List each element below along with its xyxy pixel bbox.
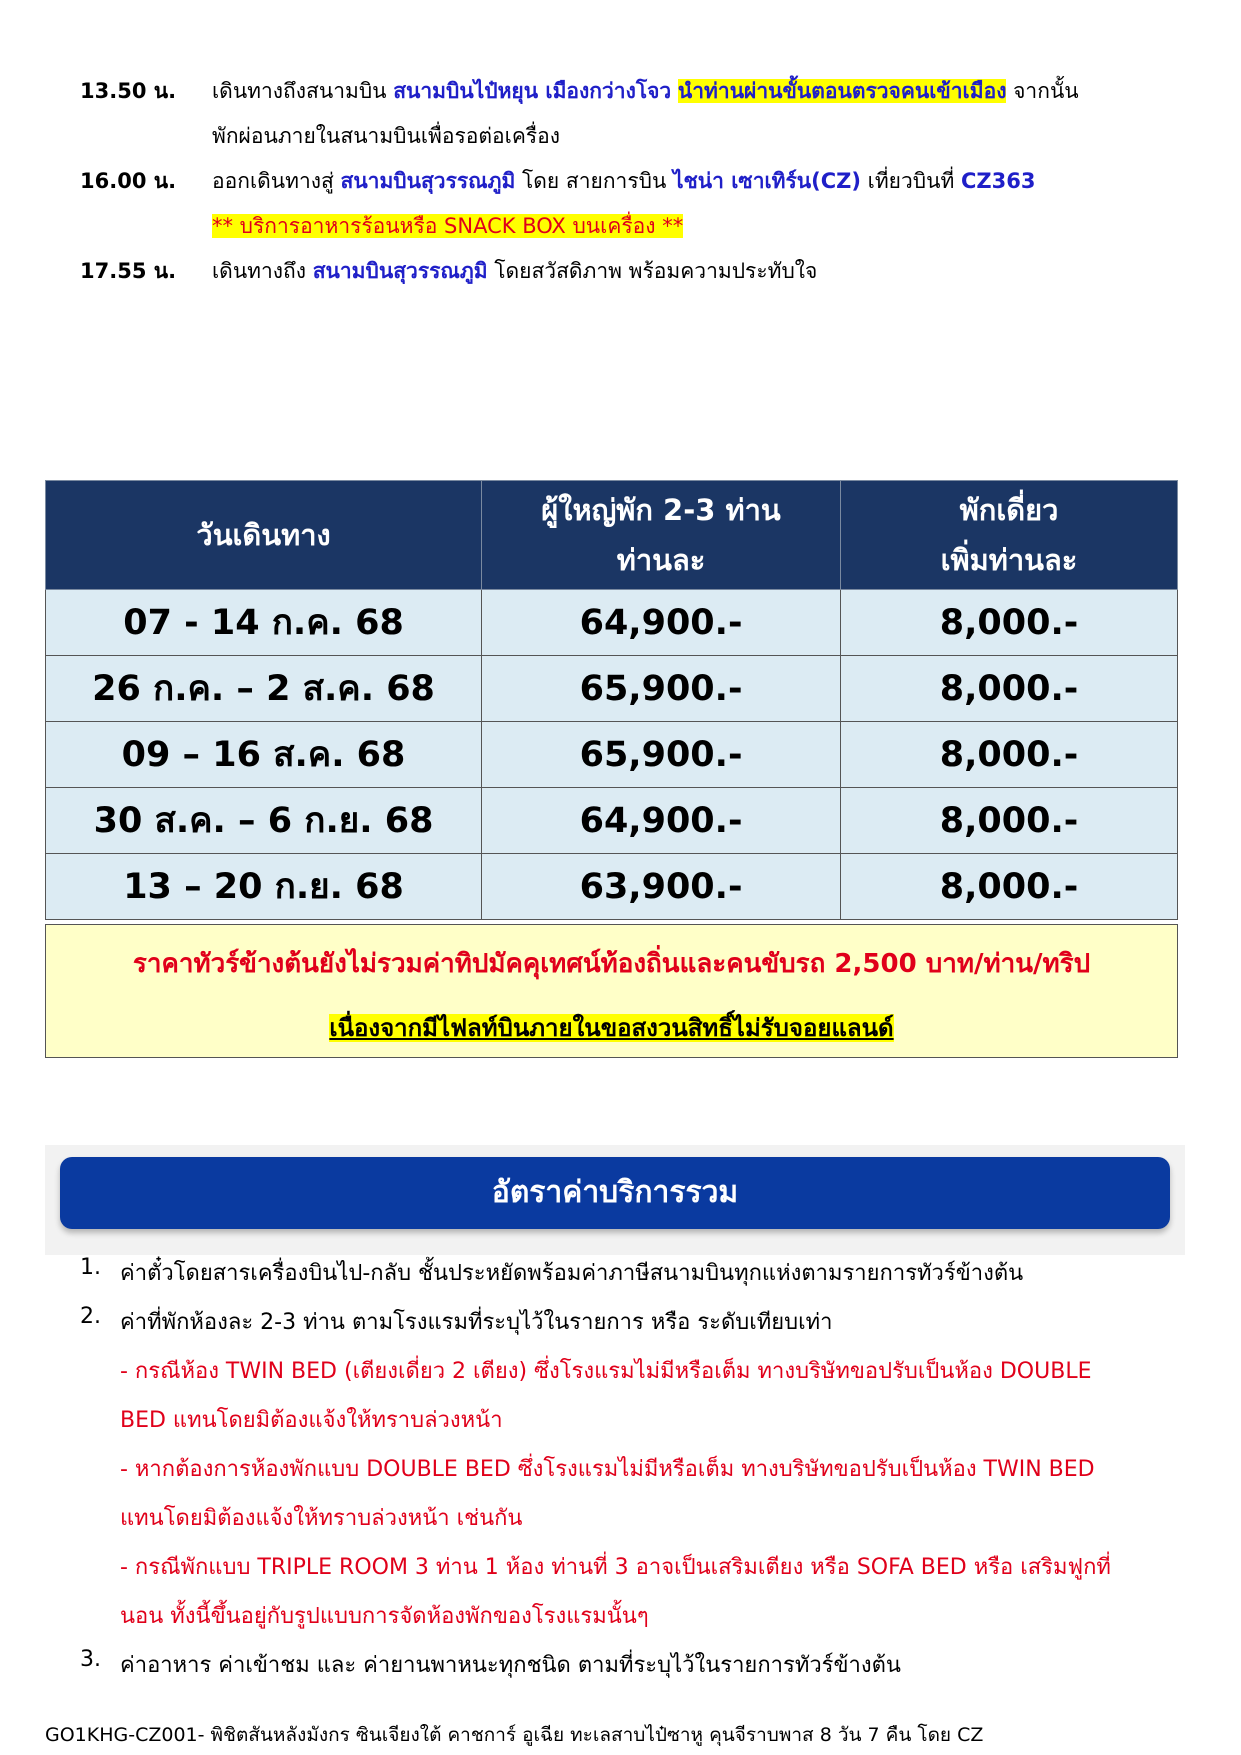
adult-price-cell: 64,900.-: [482, 788, 841, 854]
list-item-text: ค่าตั๋วโดยสารเครื่องบินไป-กลับ ชั้นประหยัดพร้อมค่าภาษีสนามบินทุกแห่งตามรายการทัวร์ข้างต้น: [120, 1261, 1024, 1286]
adult-price-cell: 65,900.-: [482, 656, 841, 722]
travel-date-cell: 30 ส.ค. – 6 ก.ย. 68: [46, 788, 482, 854]
price-note-box: [45, 924, 1178, 1058]
itinerary-text-span: เที่ยวบินที่: [860, 169, 961, 193]
single-supplement-cell: 8,000.-: [841, 590, 1178, 656]
header-text: พักเดี่ยว: [959, 493, 1059, 527]
list-item-text: ค่าอาหาร ค่าเข้าชม และ ค่ายานพาหนะทุกชนิด ตามที่ระบุไว้ในรายการทัวร์ข้างต้น: [120, 1653, 901, 1678]
list-item-text: - หากต้องการห้องพักแบบ DOUBLE BED ซึ่งโรงแรมไม่มีหรือเต็ม ทางบริษัทขอปรับเป็นห้อง TWIN BED: [120, 1457, 1095, 1482]
itinerary-text-span: สนามบินไป๋หยุน เมืองกว่างโจว: [393, 79, 672, 103]
itinerary-text-span: ไชน่า เซาเทิร์น(CZ): [672, 169, 861, 193]
table-row: [46, 854, 1178, 920]
price-note-tip: ราคาทัวร์ข้างต้นยังไม่รวมค่าทิปมัคคุเทศน์ท้องถิ่นและคนขับรถ 2,500 บาท/ท่าน/ทริป: [132, 949, 1091, 979]
list-item-number: 2.: [80, 1304, 101, 1329]
adult-price-cell: 65,900.-: [482, 722, 841, 788]
price-table: [45, 480, 1178, 920]
itinerary-line: [212, 255, 817, 288]
list-item-number: 1.: [80, 1255, 101, 1280]
price-note-joinland: เนื่องจากมีไฟลท์บินภายในขอสงวนสิทธิ์ไม่รับจอยแลนด์: [329, 1014, 894, 1042]
single-supplement-cell: 8,000.-: [841, 722, 1178, 788]
itinerary-time: 17.55 น.: [80, 259, 177, 283]
itinerary-text-span: ** บริการอาหารร้อนหรือ SNACK BOX บนเครื่อง **: [212, 214, 684, 238]
single-supplement-cell: 8,000.-: [841, 788, 1178, 854]
itinerary-text-span: CZ363: [960, 169, 1036, 193]
header-text: เพิ่มท่านละ: [940, 543, 1078, 577]
list-item-text: - กรณีพักแบบ TRIPLE ROOM 3 ท่าน 1 ห้อง ท่านที่ 3 อาจเป็นเสริมเตียง หรือ SOFA BED หรือ เสริมฟูกที่: [120, 1555, 1111, 1580]
itinerary-text-span: เดินทางถึง: [212, 259, 313, 283]
itinerary-text-span: [671, 79, 678, 103]
adult-price-cell: 64,900.-: [482, 590, 841, 656]
single-supplement-cell: 8,000.-: [841, 854, 1178, 920]
table-row: [46, 656, 1178, 722]
table-row: [46, 722, 1178, 788]
travel-date-cell: 07 - 14 ก.ค. 68: [46, 590, 482, 656]
table-row: [46, 788, 1178, 854]
travel-date-cell: 09 – 16 ส.ค. 68: [46, 722, 482, 788]
list-item-text: ค่าที่พักห้องละ 2-3 ท่าน ตามโรงแรมที่ระบุไว้ในรายการ หรือ ระดับเทียบเท่า: [120, 1310, 833, 1335]
itinerary-time: 16.00 น.: [80, 169, 177, 193]
header-text: วันเดินทาง: [196, 518, 331, 552]
list-item-text: แทนโดยมิต้องแจ้งให้ทราบล่วงหน้า เช่นกัน: [120, 1506, 523, 1531]
header-single-supplement: [841, 481, 1178, 590]
table-row: [46, 590, 1178, 656]
itinerary-text-span: สนามบินสุวรรณภูมิ: [340, 169, 516, 193]
itinerary-text-span: ออกเดินทางสู่: [212, 169, 341, 193]
header-travel-date: [46, 481, 482, 590]
header-text: ท่านละ: [616, 543, 706, 577]
itinerary-line: [212, 165, 1035, 198]
itinerary-text-span: โดย สายการบิน: [515, 169, 673, 193]
adult-price-cell: 63,900.-: [482, 854, 841, 920]
travel-date-cell: 26 ก.ค. – 2 ส.ค. 68: [46, 656, 482, 722]
itinerary-line: [212, 75, 1079, 108]
header-adult-price: [482, 481, 841, 590]
itinerary-text-span: สนามบินสุวรรณภูมิ: [312, 259, 488, 283]
itinerary-text-span: นำท่านผ่านขั้นตอนตรวจคนเข้าเมือง: [677, 79, 1007, 103]
list-item-text: นอน ทั้งนี้ขึ้นอยู่กับรูปแบบการจัดห้องพักของโรงแรมนั้นๆ: [120, 1604, 649, 1629]
itinerary-text-span: พักผ่อนภายในสนามบินเพื่อรอต่อเครื่อง: [212, 124, 561, 148]
list-item-text: - กรณีห้อง TWIN BED (เตียงเดี่ยว 2 เตียง) ซึ่งโรงแรมไม่มีหรือเต็ม ทางบริษัทขอปรับเป็นห้อง DOUBLE: [120, 1359, 1092, 1384]
services-header-wrap: [45, 1145, 1185, 1255]
travel-date-cell: 13 – 20 ก.ย. 68: [46, 854, 482, 920]
itinerary-text-span: เดินทางถึงสนามบิน: [212, 79, 394, 103]
itinerary-line: [212, 210, 683, 243]
services-title: อัตราค่าบริการรวม: [60, 1157, 1170, 1229]
itinerary-time: 13.50 น.: [80, 79, 177, 103]
header-text: ผู้ใหญ่พัก 2-3 ท่าน: [541, 493, 781, 527]
price-table-body: [46, 590, 1178, 920]
single-supplement-cell: 8,000.-: [841, 656, 1178, 722]
list-item-text: BED แทนโดยมิต้องแจ้งให้ทราบล่วงหน้า: [120, 1408, 503, 1433]
itinerary-line: [212, 120, 560, 153]
itinerary-text-span: โดยสวัสดิภาพ พร้อมความประทับใจ: [487, 259, 818, 283]
itinerary-text-span: จากนั้น: [1006, 79, 1079, 103]
list-item-number: 3.: [80, 1647, 101, 1672]
footer-program-code: GO1KHG-CZ001- พิชิตสันหลังมังกร ซินเจียงใต้ คาชการ์ อูเฉีย ทะเลสาบไป๋ซาหู คุนจีราบพาส 8 วัน 7 คืน โดย CZ: [45, 1724, 984, 1746]
